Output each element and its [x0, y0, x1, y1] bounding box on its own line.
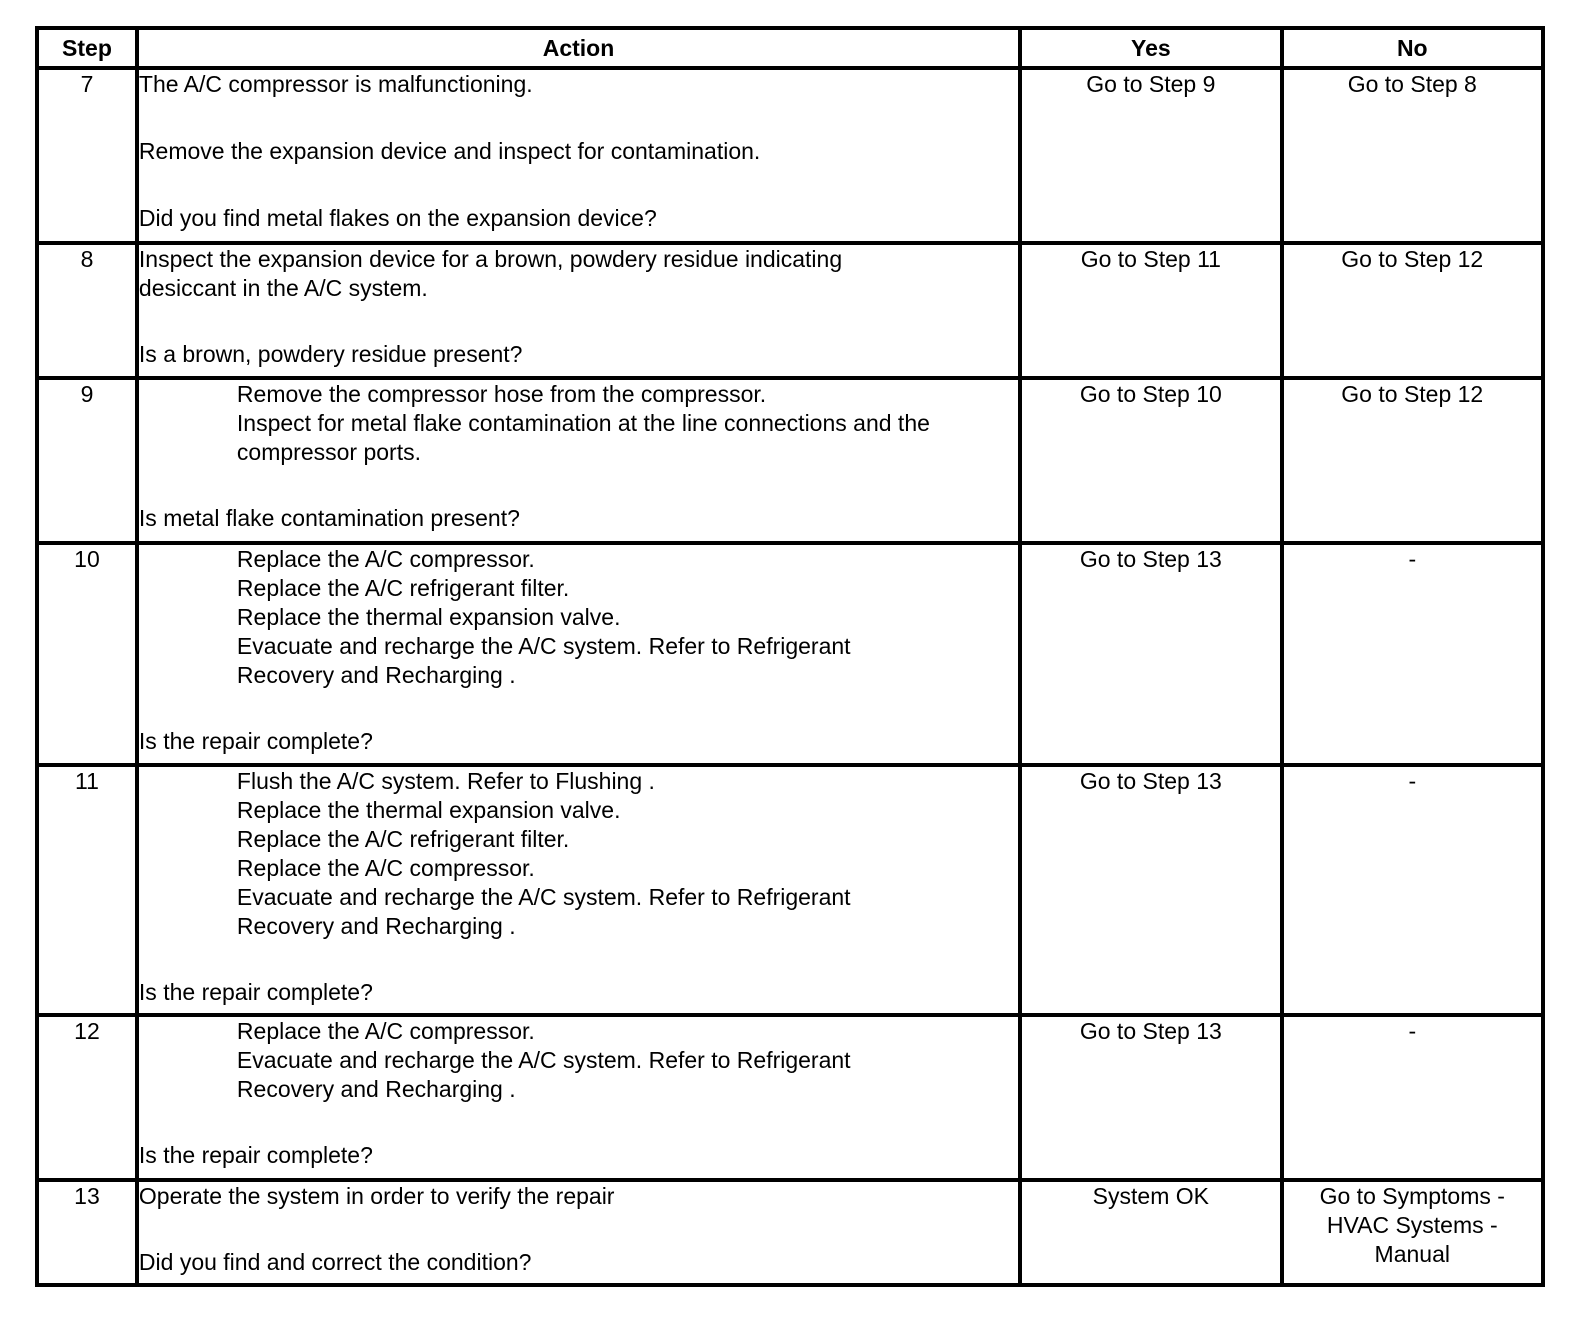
action-line: Replace the thermal expansion valve. [236, 604, 621, 630]
header-action: Action [137, 28, 1020, 68]
action-line: Remove the compressor hose from the compressor. [236, 381, 767, 407]
step-number: 9 [37, 378, 137, 543]
header-no: No [1282, 28, 1543, 68]
no-cell: - [1282, 543, 1543, 765]
action-line: The A/C compressor is malfunctioning. [138, 71, 533, 97]
table-row [37, 543, 1543, 765]
no-cell [1282, 1180, 1543, 1285]
table-row [37, 1180, 1543, 1285]
yes-cell: Go to Step 13 [1020, 543, 1281, 765]
action-question: Is the repair complete? [138, 1142, 373, 1168]
no-cell-line: HVAC Systems - [1326, 1212, 1498, 1238]
yes-cell: Go to Step 13 [1020, 1015, 1281, 1180]
action-cell [137, 1015, 1020, 1180]
table-row [37, 378, 1543, 543]
step-number: 13 [37, 1180, 137, 1285]
yes-cell: Go to Step 9 [1020, 68, 1281, 243]
action-line: Operate the system in order to verify the repair [138, 1183, 615, 1209]
yes-cell: Go to Step 10 [1020, 378, 1281, 543]
step-number: 10 [37, 543, 137, 765]
header-step: Step [37, 28, 137, 68]
action-question: Did you find and correct the condition? [138, 1249, 532, 1275]
yes-cell: System OK [1020, 1180, 1281, 1285]
step-number: 7 [37, 68, 137, 243]
no-cell-line: Go to Symptoms - [1319, 1183, 1505, 1209]
action-line: Replace the A/C compressor. [236, 855, 535, 881]
action-line: Recovery and Recharging . [236, 662, 516, 688]
action-question: Did you find metal flakes on the expansion device? [138, 205, 657, 231]
step-number: 8 [37, 243, 137, 378]
action-cell [137, 243, 1020, 378]
action-line: Inspect for metal flake contamination at the line connections and the [236, 410, 930, 436]
action-question: Is metal flake contamination present? [138, 505, 520, 531]
table-header-row [37, 28, 1543, 68]
action-question: Is a brown, powdery residue present? [138, 341, 523, 367]
no-cell: Go to Step 12 [1282, 378, 1543, 543]
header-yes: Yes [1020, 28, 1281, 68]
action-line: Remove the expansion device and inspect for contamination. [138, 138, 761, 164]
step-number: 12 [37, 1015, 137, 1180]
action-line: Evacuate and recharge the A/C system. Refer to Refrigerant [236, 633, 851, 659]
diagnostic-steps-table [35, 26, 1545, 1287]
action-line: Inspect the expansion device for a brown, powdery residue indicating [138, 246, 843, 272]
table-row [37, 68, 1543, 243]
no-cell: - [1282, 765, 1543, 1015]
action-line: Evacuate and recharge the A/C system. Refer to Refrigerant [236, 884, 851, 910]
table-row [37, 243, 1543, 378]
yes-cell: Go to Step 13 [1020, 765, 1281, 1015]
no-cell: Go to Step 8 [1282, 68, 1543, 243]
action-line: Replace the thermal expansion valve. [236, 797, 621, 823]
action-cell [137, 543, 1020, 765]
table-row [37, 765, 1543, 1015]
action-line: Replace the A/C refrigerant filter. [236, 826, 570, 852]
no-cell: - [1282, 1015, 1543, 1180]
action-line: compressor ports. [236, 439, 421, 465]
action-cell [137, 378, 1020, 543]
action-cell [137, 1180, 1020, 1285]
action-question: Is the repair complete? [138, 979, 373, 1005]
action-question: Is the repair complete? [138, 728, 373, 754]
step-number: 11 [37, 765, 137, 1015]
action-cell [137, 68, 1020, 243]
action-line: Replace the A/C compressor. [236, 546, 535, 572]
action-line: Flush the A/C system. Refer to Flushing . [236, 768, 655, 794]
no-cell: Go to Step 12 [1282, 243, 1543, 378]
action-cell [137, 765, 1020, 1015]
action-line: Evacuate and recharge the A/C system. Refer to Refrigerant [236, 1047, 851, 1073]
no-cell-line: Manual [1374, 1241, 1450, 1267]
action-line: Replace the A/C refrigerant filter. [236, 575, 570, 601]
action-line: Replace the A/C compressor. [236, 1018, 535, 1044]
action-line: Recovery and Recharging . [236, 913, 516, 939]
yes-cell: Go to Step 11 [1020, 243, 1281, 378]
table-row [37, 1015, 1543, 1180]
action-line: desiccant in the A/C system. [138, 275, 428, 301]
action-line: Recovery and Recharging . [236, 1076, 516, 1102]
